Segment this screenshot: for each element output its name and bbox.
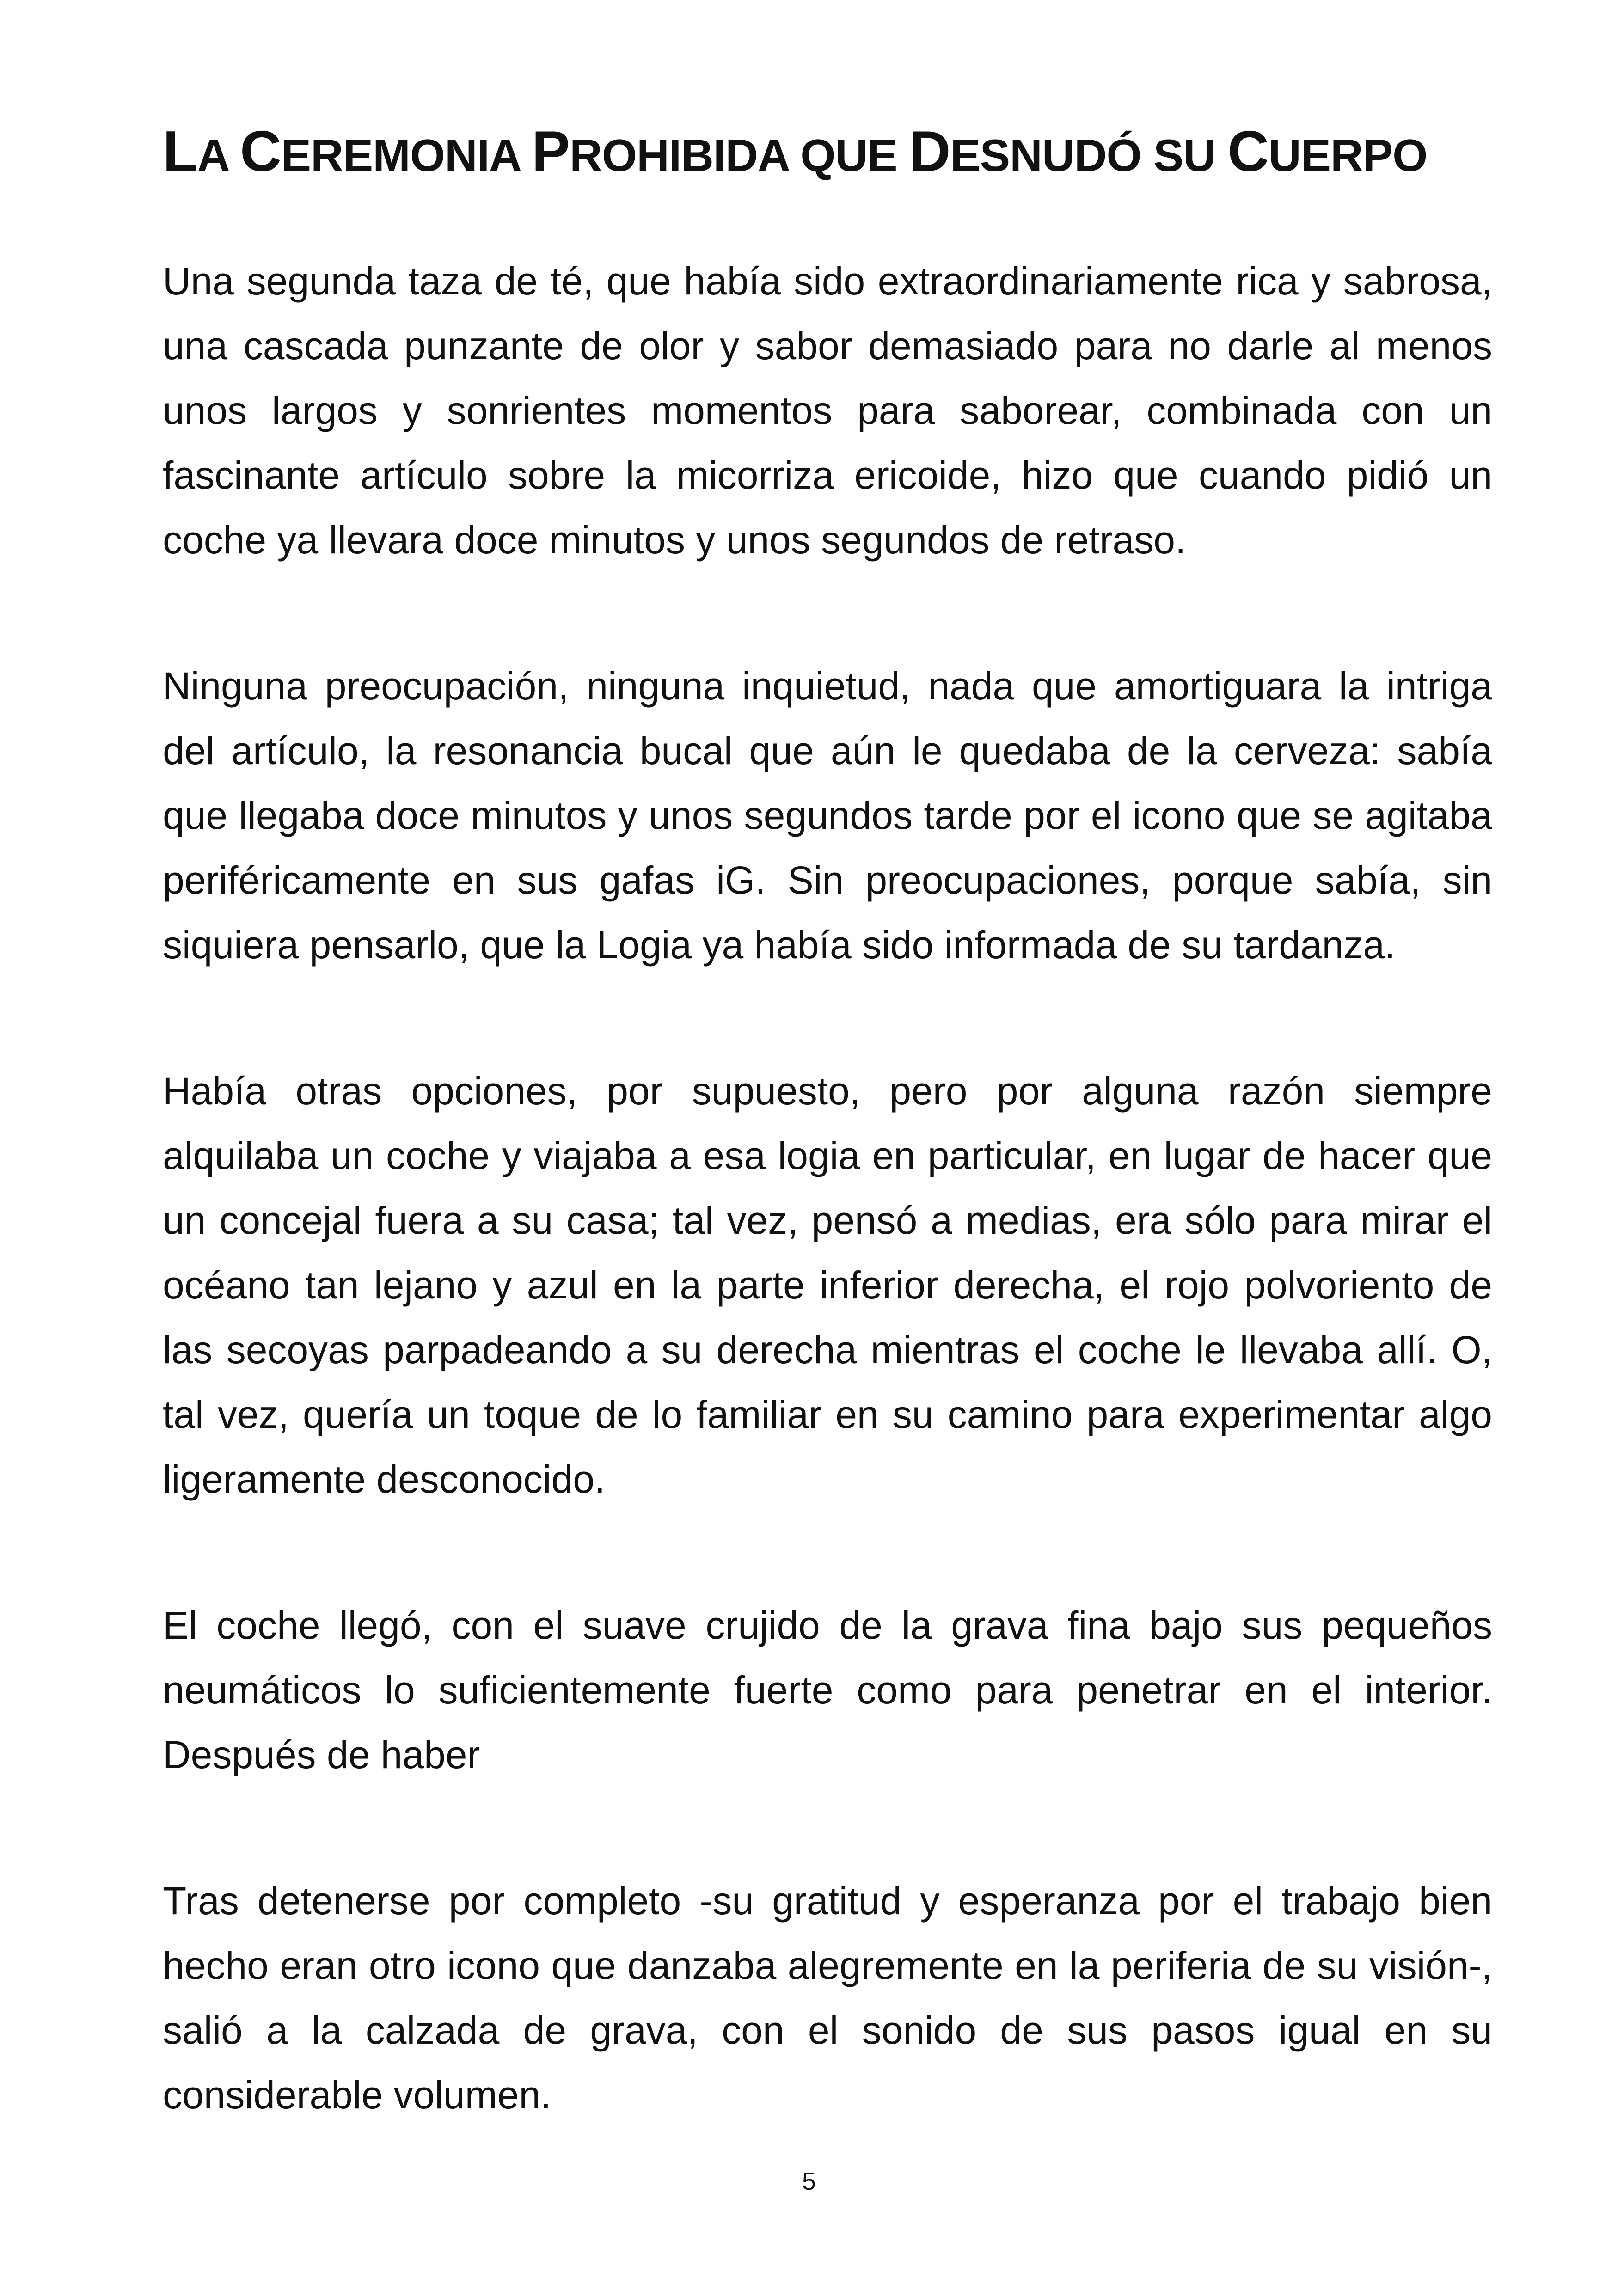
paragraph-2: Ninguna preocupación, ninguna inquietud, nada que amortiguara la intriga del artículo, la resonancia bucal que aún le quedaba de la cerveza: sabía que llegaba doce minutos y unos segundos tarde por el icono que se agitaba periféricamente en sus gafas iG. Sin preocupaciones, porque sabía, sin siquiera pensarlo, que la Logia ya había sido informada de su tardanza. bbox=[163, 664, 1492, 967]
title-word-3: PROHIBIDA QUE bbox=[532, 120, 909, 184]
chapter-title bbox=[163, 119, 1492, 188]
page-number: 5 bbox=[802, 2167, 816, 2195]
title-word-4: DESNUDÓ SU bbox=[909, 120, 1228, 184]
title-word-2: CEREMONIA bbox=[240, 120, 532, 184]
paragraph-5: Tras detenerse por completo -su gratitud y esperanza por el trabajo bien hecho eran otro icono que danzaba alegremente en la periferia de su visión-, salió a la calzada de grava, con el sonido de sus pasos igual en su considerable volumen. bbox=[163, 1879, 1492, 2117]
title-word-1: LA bbox=[163, 120, 240, 184]
body-text bbox=[163, 249, 1492, 2209]
paragraph-3: Había otras opciones, por supuesto, pero por alguna razón siempre alquilaba un coche y viajaba a esa logia en particular, en lugar de hacer que un concejal fuera a su casa; tal vez, pensó a medias, era sólo para mirar el océano tan lejano y azul en la parte inferior derecha, el rojo polvoriento de las secoyas parpadeando a su derecha mientras el coche le llevaba allí. O, tal vez, quería un toque de lo familiar en su camino para experimentar algo ligeramente desconocido. bbox=[163, 1069, 1492, 1501]
paragraph-4: El coche llegó, con el suave crujido de la grava fina bajo sus pequeños neumáticos lo suficientemente fuerte como para penetrar en el interior. Después de haber bbox=[163, 1604, 1492, 1776]
title-word-5: CUERPO bbox=[1227, 120, 1428, 184]
paragraph-1: Una segunda taza de té, que había sido extraordinariamente rica y sabrosa, una cascada punzante de olor y sabor demasiado para no darle al menos unos largos y sonrientes momentos para saborear, combinada con un fascinante artículo sobre la micorriza ericoide, hizo que cuando pidió un coche ya llevara doce minutos y unos segundos de retraso. bbox=[163, 259, 1492, 562]
